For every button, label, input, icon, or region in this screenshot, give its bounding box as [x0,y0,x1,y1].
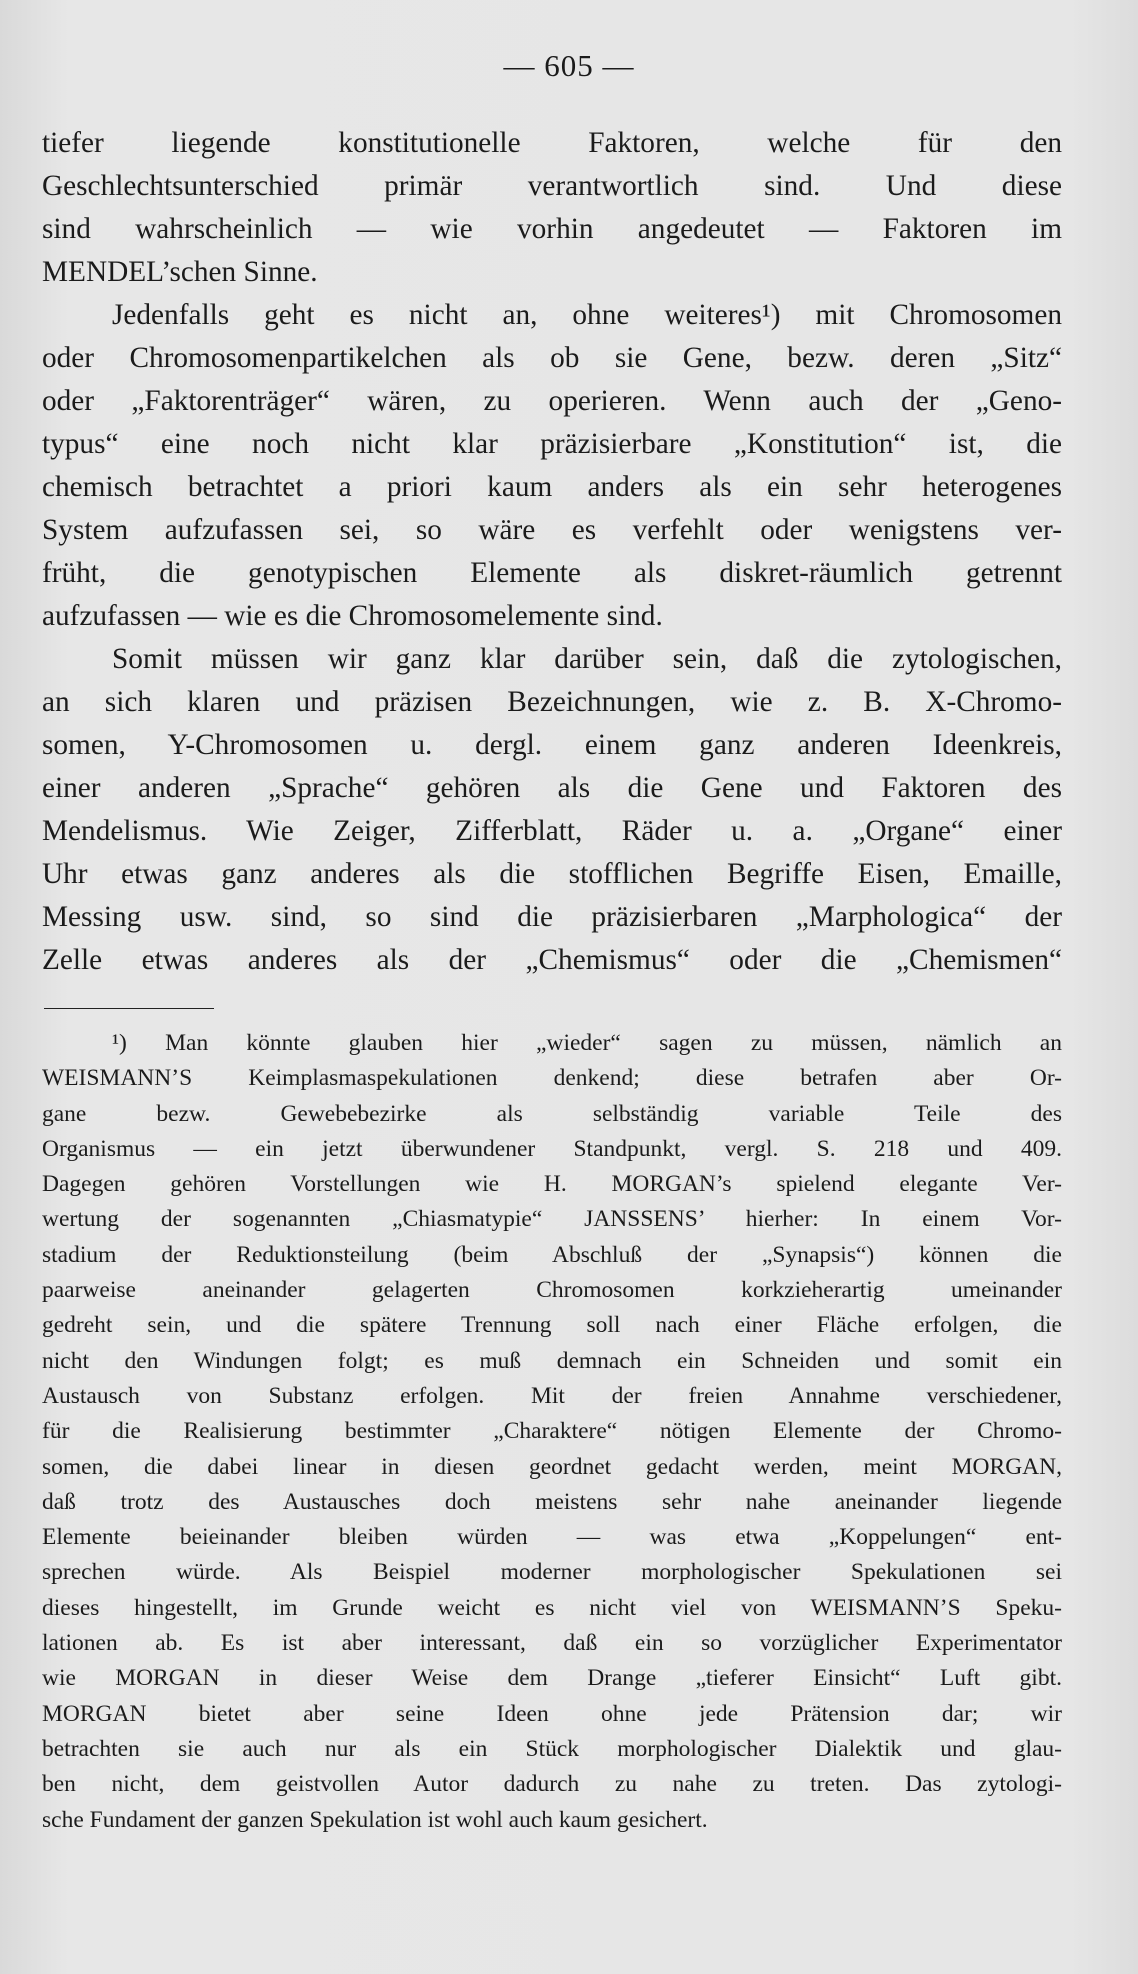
footnote-line: Elemente beieinander bleiben würden — was etwa „Koppelungen“ ent- [42,1524,1062,1551]
text-line: Uhr etwas ganz anderes als die stofflichen Begriffe Eisen, Emaille, [42,858,1062,890]
footnote-line: daß trotz des Austausches doch meistens sehr nahe aneinander liegende [42,1488,1062,1515]
footnote-line: für die Realisierung bestimmter „Charaktere“ nötigen Elemente der Chromo- [42,1418,1062,1445]
footnote-divider [44,1008,214,1009]
footnote-line: stadium der Reduktionsteilung (beim Abschluß der „Synapsis“) können die [42,1241,1062,1268]
footnote-line: wie MORGAN in dieser Weise dem Drange „tieferer Einsicht“ Luft gibt. [42,1665,1062,1692]
main-text [42,122,1062,982]
text-line: chemisch betrachtet a priori kaum anders als ein sehr heterogenes [42,471,1062,503]
footnote-line: betrachten sie auch nur als ein Stück morphologischer Dialektik und glau- [42,1735,1062,1762]
text-line: Geschlechtsunterschied primär verantwortlich sind. Und diese [42,170,1062,202]
text-line: Jedenfalls geht es nicht an, ohne weiteres¹) mit Chromosomen [112,299,1062,331]
text-line: typus“ eine noch nicht klar präzisierbare „Konstitution“ ist, die [42,428,1062,460]
text-line: tiefer liegende konstitutionelle Faktoren, welche für den [42,127,1062,159]
footnote-line: Austausch von Substanz erfolgen. Mit der freien Annahme verschiedener, [42,1382,1062,1409]
footnote-line: paarweise aneinander gelagerten Chromosomen korkzieherartig umeinander [42,1277,1062,1304]
text-line: oder „Faktorenträger“ wären, zu operieren. Wenn auch der „Geno- [42,385,1062,417]
footnote-line: ben nicht, dem geistvollen Autor dadurch zu nahe zu treten. Das zytologi- [42,1771,1062,1798]
footnote-line: nicht den Windungen folgt; es muß demnach ein Schneiden und somit ein [42,1347,1062,1374]
text-line: sind wahrscheinlich — wie vorhin angedeutet — Faktoren im [42,213,1062,245]
text-line: einer anderen „Sprache“ gehören als die Gene und Faktoren des [42,772,1062,804]
text-line: System aufzufassen sei, so wäre es verfehlt oder wenigstens ver- [42,514,1062,546]
footnote-line: wertung der sogenannten „Chiasmatypie“ JANSSENS’ hierher: In einem Vor- [42,1206,1062,1233]
footnote-line: somen, die dabei linear in diesen geordnet gedacht werden, meint MORGAN, [42,1453,1062,1480]
text-line: somen, Y-Chromosomen u. dergl. einem ganz anderen Ideenkreis, [42,729,1062,761]
footnote-line: MORGAN bietet aber seine Ideen ohne jede Prätension dar; wir [42,1700,1062,1727]
footnote-line: gedreht sein, und die spätere Trennung soll nach einer Fläche erfolgen, die [42,1312,1062,1339]
footnote-line: lationen ab. Es ist aber interessant, daß ein so vorzüglicher Experimentator [42,1630,1062,1657]
footnote [42,1026,1062,1838]
text-line: MENDEL’schen Sinne. [42,256,318,288]
text-line: oder Chromosomenpartikelchen als ob sie Gene, bezw. deren „Sitz“ [42,342,1062,374]
text-line: Somit müssen wir ganz klar darüber sein, daß die zytologischen, [112,643,1062,675]
page-number: — 605 — [503,48,635,83]
text-line: Zelle etwas anderes als der „Chemismus“ oder die „Chemismen“ [42,944,1062,976]
text-line: Messing usw. sind, so sind die präzisierbaren „Marphologica“ der [42,901,1062,933]
footnote-line: dieses hingestellt, im Grunde weicht es nicht viel von WEISMANN’S Speku- [42,1594,1062,1621]
text-line: früht, die genotypischen Elemente als diskret-räumlich getrennt [42,557,1062,589]
paragraph-2 [42,294,1062,638]
footnote-line: ¹) Man könnte glauben hier „wieder“ sagen zu müssen, nämlich an [112,1030,1062,1056]
text-line: an sich klaren und präzisen Bezeichnungen, wie z. B. X-Chromo- [42,686,1062,718]
footnote-line: WEISMANN’S Keimplasmaspekulationen denkend; diese betrafen aber Or- [42,1065,1062,1092]
footnote-line: Dagegen gehören Vorstellungen wie H. MORGAN’s spielend elegante Ver- [42,1171,1062,1198]
text-line: Mendelismus. Wie Zeiger, Zifferblatt, Räder u. a. „Organe“ einer [42,815,1062,847]
footnote-line: sprechen würde. Als Beispiel moderner morphologischer Spekulationen sei [42,1559,1062,1586]
paragraph-1 [42,122,1062,294]
footnote-line: Organismus — ein jetzt überwundener Standpunkt, vergl. S. 218 und 409. [42,1135,1062,1162]
text-line: aufzufassen — wie es die Chromosomelemente sind. [42,600,663,632]
paragraph-3 [42,638,1062,982]
footnote-line: sche Fundament der ganzen Spekulation ist wohl auch kaum gesichert. [42,1806,708,1833]
footnote-line: gane bezw. Gewebebezirke als selbständig variable Teile des [42,1100,1062,1127]
